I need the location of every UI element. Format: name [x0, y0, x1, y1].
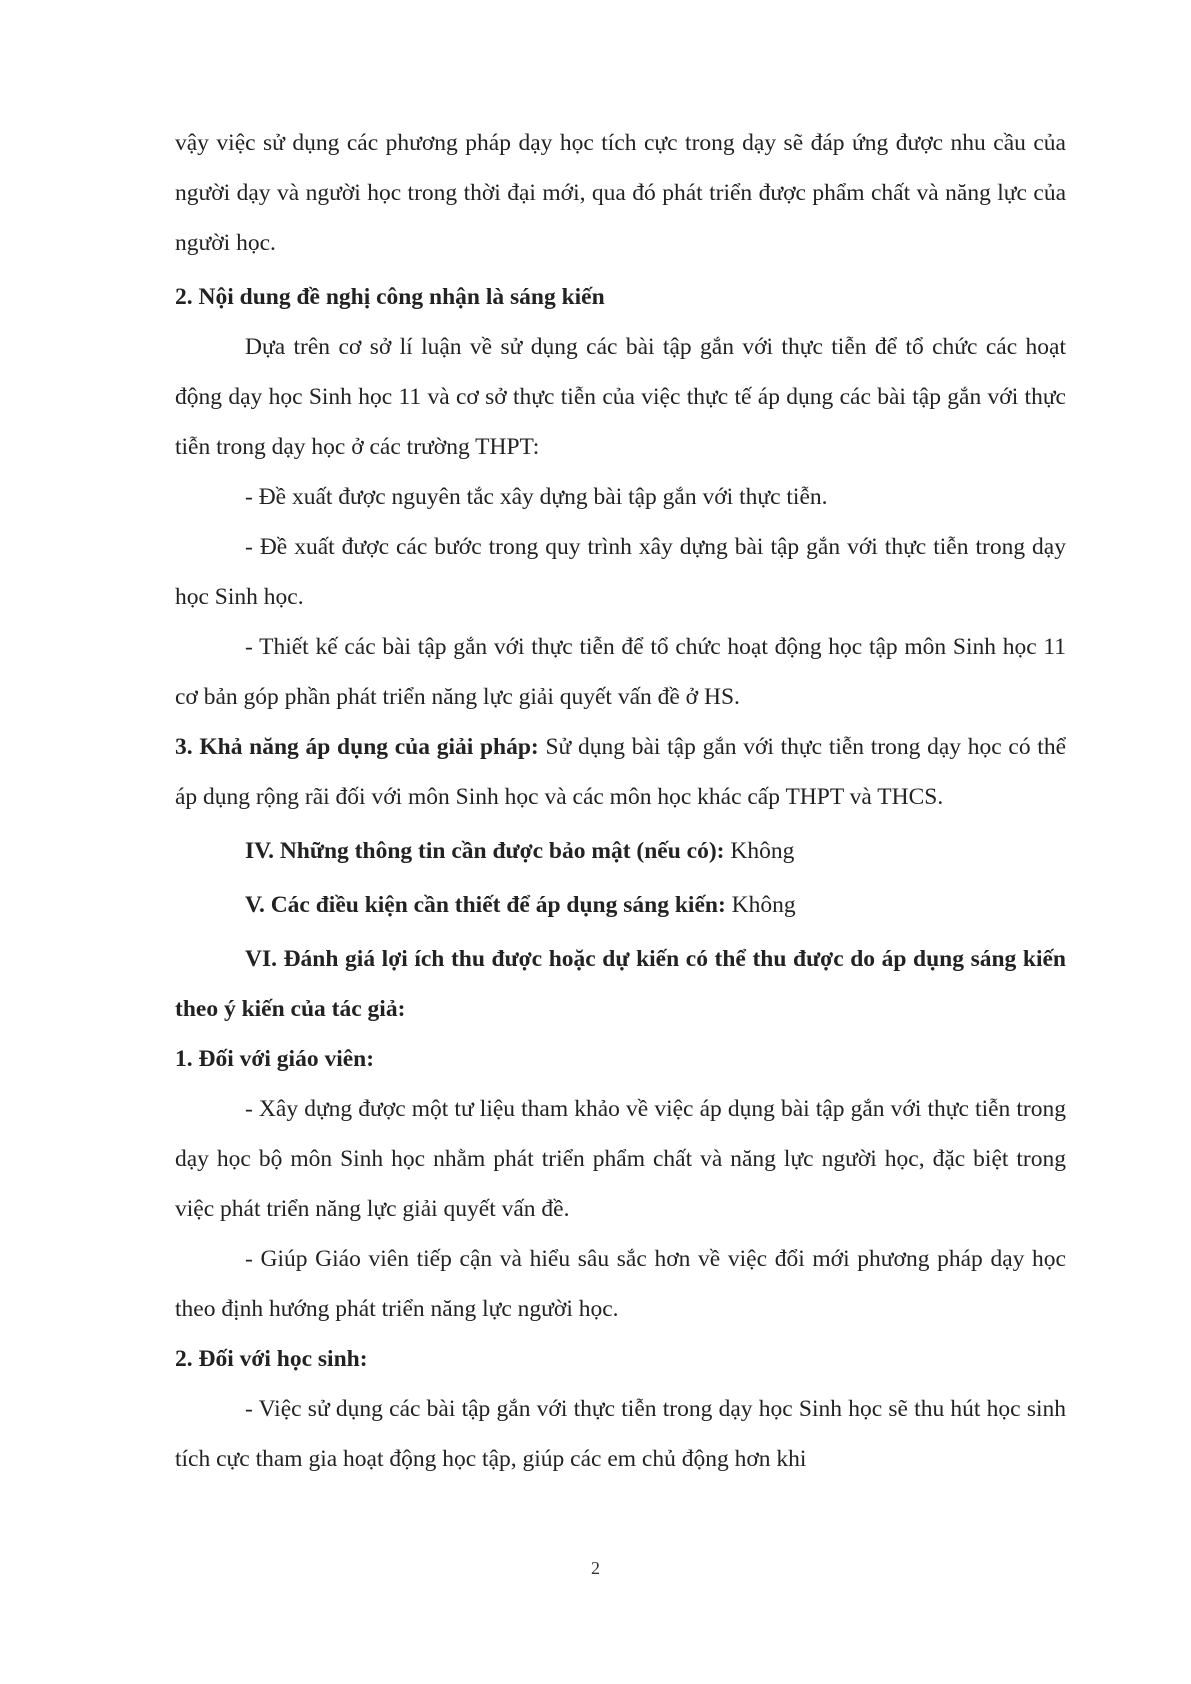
section-iv-text: Không — [724, 838, 795, 864]
section-iv-label: IV. Những thông tin cần được bảo mật (nếu có): — [245, 838, 725, 864]
section-3-text: Sử dụng bài tập gắn với thực tiễn trong dạy học có thể áp dụng rộng rãi đối với môn Sinh học và các môn học khác cấp THPT và THCS. — [175, 734, 1067, 810]
section-2-paragraph: Dựa trên cơ sở lí luận về sử dụng các bài tập gắn với thực tiễn để tổ chức các hoạt động dạy học Sinh học 11 và cơ sở thực tiễn của việc thực tế áp dụng các bài tập gắn với thực tiễn trong dạy học ở các trường THPT: — [175, 334, 1066, 460]
students-heading: 2. Đối với học sinh: — [175, 1346, 368, 1372]
section-2-item: - Đề xuất được các bước trong quy trình xây dựng bài tập gắn với thực tiễn trong dạy học Sinh học. — [175, 534, 1066, 610]
section-2-heading: 2. Nội dung đề nghị công nhận là sáng kiến — [175, 284, 605, 310]
teachers-item: - Xây dựng được một tư liệu tham khảo về việc áp dụng bài tập gắn với thực tiễn trong dạy học bộ môn Sinh học nhằm phát triển phẩm chất và năng lực người học, đặc biệt trong việc phát triển năng lực giải quyết vấn đề. — [175, 1096, 1066, 1222]
section-vi-heading: VI. Đánh giá lợi ích thu được hoặc dự kiến có thể thu được do áp dụng sáng kiến theo ý kiến của tác giả: — [175, 946, 1066, 1022]
teachers-heading: 1. Đối với giáo viên: — [175, 1046, 375, 1072]
page-number: 2 — [591, 1558, 600, 1578]
students-item: - Việc sử dụng các bài tập gắn với thực tiễn trong dạy học Sinh học sẽ thu hút học sinh tích cực tham gia hoạt động học tập, giúp các em chủ động hơn khi — [175, 1396, 1066, 1472]
section-2-item: - Đề xuất được nguyên tắc xây dựng bài tập gắn với thực tiễn. — [245, 484, 828, 510]
page-content — [175, 118, 1066, 1484]
section-2-item: - Thiết kế các bài tập gắn với thực tiễn để tổ chức hoạt động học tập môn Sinh học 11 cơ bản góp phần phát triển năng lực giải quyết vấn đề ở HS. — [175, 634, 1066, 710]
section-3-paragraph — [175, 722, 1066, 822]
teachers-item: - Giúp Giáo viên tiếp cận và hiểu sâu sắc hơn về việc đổi mới phương pháp dạy học theo định hướng phát triển năng lực người học. — [175, 1246, 1066, 1322]
intro-paragraph: vậy việc sử dụng các phương pháp dạy học tích cực trong dạy sẽ đáp ứng được nhu cầu của người dạy và người học trong thời đại mới, qua đó phát triển được phẩm chất và năng lực của người học. — [175, 130, 1066, 256]
section-v-text: Không — [725, 892, 796, 918]
section-iv-paragraph — [175, 826, 1066, 876]
section-v-paragraph — [175, 880, 1066, 930]
section-v-label: V. Các điều kiện cần thiết để áp dụng sáng kiến: — [245, 892, 726, 918]
section-3-label: 3. Khả năng áp dụng của giải pháp: — [175, 734, 539, 760]
